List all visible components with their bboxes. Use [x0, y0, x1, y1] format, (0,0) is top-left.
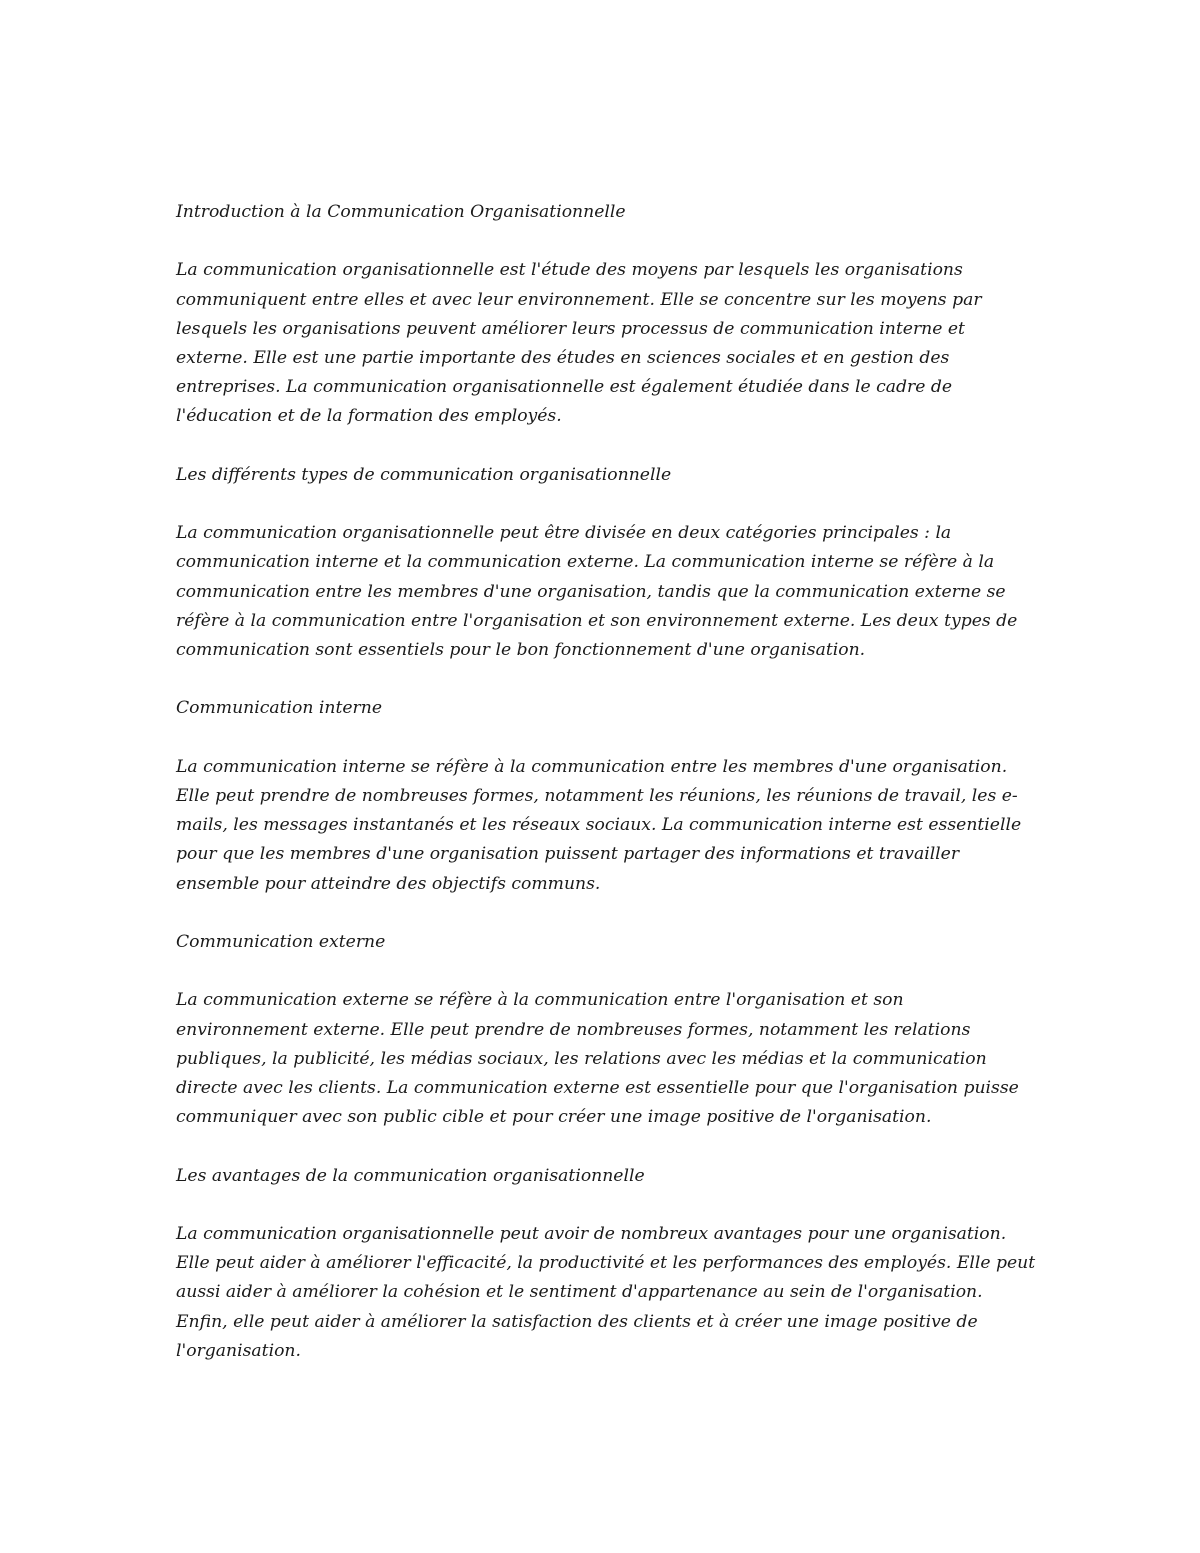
- section-paragraph-avantages: La communication organisationnelle peut avoir de nombreux avantages pour une organisation. Elle peut aider à améliorer l'efficacité, la productivité et les performances des employés. Elle peut aussi aider à améliorer la cohésion et le sentiment d'appartenance au sein de l'organisation. Enfin, elle peut aider à améliorer la satisfaction des clients et à créer une image positive de l'organisation.: [176, 1223, 1036, 1361]
- document-page: [176, 198, 1036, 1395]
- section-heading-interne: Communication interne: [176, 698, 382, 719]
- section-paragraph-types: La communication organisationnelle peut être divisée en deux catégories principales : la communication interne et la communication externe. La communication interne se réfère à la communication entre les membres d'une organisation, tandis que la communication externe se réfère à la communication entre l'organisation et son environnement externe. Les deux types de communication sont essentiels pour le bon fonctionnement d'une organisation.: [176, 523, 1018, 660]
- section-heading-introduction: Introduction à la Communication Organisationnelle: [176, 202, 626, 222]
- section-heading-avantages: Les avantages de la communication organisationnelle: [176, 1165, 645, 1186]
- section-heading-externe: Communication externe: [176, 931, 386, 952]
- section-heading-types: Les différents types de communication organisationnelle: [176, 464, 672, 485]
- section-paragraph-externe: La communication externe se réfère à la communication entre l'organisation et son environnement externe. Elle peut prendre de nombreuses formes, notamment les relations publiques, la publicité, les médias sociaux, les relations avec les médias et la communication directe avec les clients. La communication externe est essentielle pour que l'organisation puisse communiquer avec son public cible et pour créer une image positive de l'organisation.: [176, 990, 1019, 1128]
- section-paragraph-interne: La communication interne se réfère à la communication entre les membres d'une organisation. Elle peut prendre de nombreuses formes, notamment les réunions, les réunions de travail, les e-mails, les messages instantanés et les réseaux sociaux. La communication interne est essentielle pour que les membres d'une organisation puissent partager des informations et travailler ensemble pour atteindre des objectifs communs.: [176, 756, 1022, 894]
- section-paragraph-introduction: La communication organisationnelle est l'étude des moyens par lesquels les organisations communiquent entre elles et avec leur environnement. Elle se concentre sur les moyens par lesquels les organisations peuvent améliorer leurs processus de communication interne et externe. Elle est une partie importante des études en sciences sociales et en gestion des entreprises. La communication organisationnelle est également étudiée dans le cadre de l'éducation et de la formation des employés.: [176, 260, 982, 427]
